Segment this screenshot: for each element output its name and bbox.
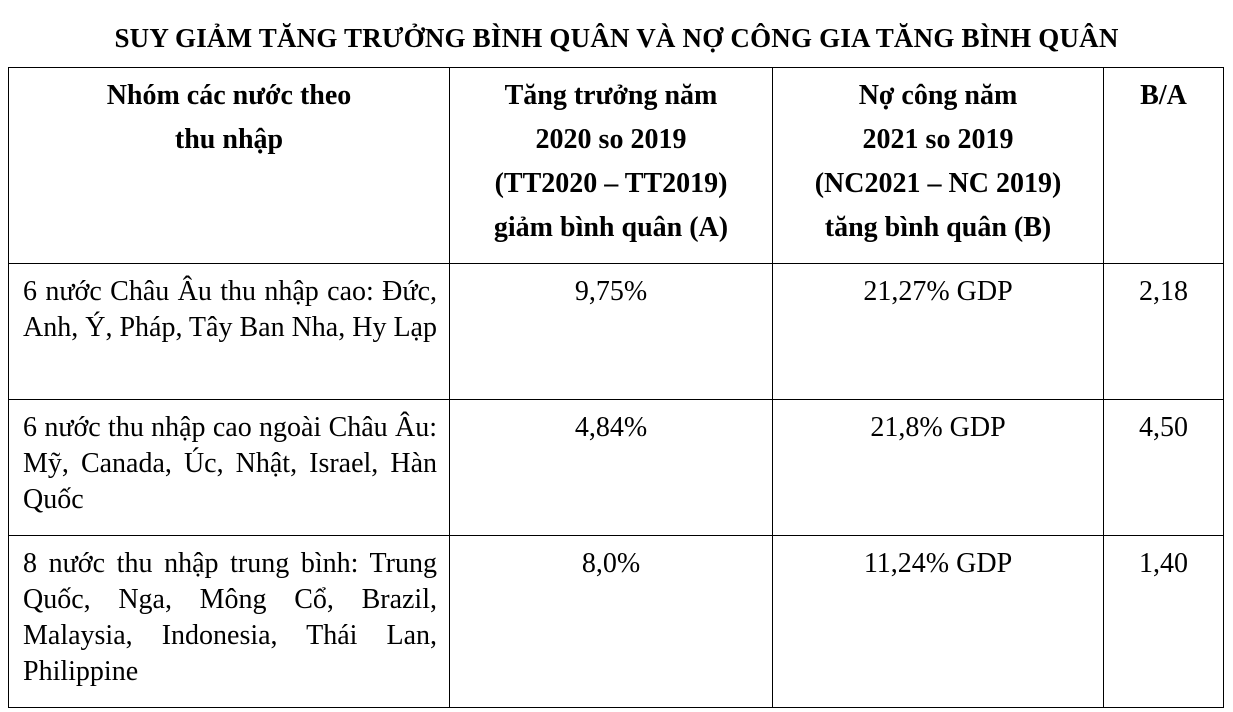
header-growth — [450, 68, 773, 264]
header-income-group — [9, 68, 450, 264]
cell-income-group: 8 nước thu nhập trung bình: Trung Quốc, Nga, Mông Cổ, Brazil, Malaysia, Indonesia, Thái Lan, Philippine — [9, 536, 450, 708]
table-row — [9, 536, 1224, 708]
cell-ratio: 2,18 — [1104, 264, 1224, 400]
header-text-line: (NC2021 – NC 2019) — [814, 168, 1062, 199]
header-text-line: 2021 so 2019 — [862, 124, 1014, 155]
header-text-line: Nợ công năm — [858, 80, 1018, 111]
cell-public-debt: 21,8% GDP — [773, 400, 1104, 536]
cell-growth: 9,75% — [450, 264, 773, 400]
cell-public-debt: 11,24% GDP — [773, 536, 1104, 708]
header-public-debt — [773, 68, 1104, 264]
cell-income-group: 6 nước thu nhập cao ngoài Châu Âu: Mỹ, Canada, Úc, Nhật, Israel, Hàn Quốc — [9, 400, 450, 536]
header-text-line: B/A — [1140, 80, 1187, 111]
cell-ratio: 1,40 — [1104, 536, 1224, 708]
cell-public-debt: 21,27% GDP — [773, 264, 1104, 400]
header-text-line: 2020 so 2019 — [535, 124, 687, 155]
cell-income-group: 6 nước Châu Âu thu nhập cao: Đức, Anh, Ý, Pháp, Tây Ban Nha, Hy Lạp — [9, 264, 450, 400]
header-text-line: giảm bình quân (A) — [493, 212, 729, 243]
cell-growth: 4,84% — [450, 400, 773, 536]
data-table — [8, 67, 1224, 708]
header-text-line: tăng bình quân (B) — [824, 212, 1052, 243]
header-text-line: (TT2020 – TT2019) — [494, 168, 728, 199]
header-text-line: thu nhập — [174, 124, 284, 155]
table-row — [9, 400, 1224, 536]
header-ratio — [1104, 68, 1224, 264]
header-text-line: Nhóm các nước theo — [106, 80, 352, 111]
header-text-line: Tăng trưởng năm — [504, 80, 718, 111]
cell-ratio: 4,50 — [1104, 400, 1224, 536]
table-title: SUY GIẢM TĂNG TRƯỞNG BÌNH QUÂN VÀ NỢ CÔNG GIA TĂNG BÌNH QUÂN — [114, 23, 1119, 53]
cell-growth: 8,0% — [450, 536, 773, 708]
header-row — [9, 68, 1224, 264]
table-row — [9, 264, 1224, 400]
